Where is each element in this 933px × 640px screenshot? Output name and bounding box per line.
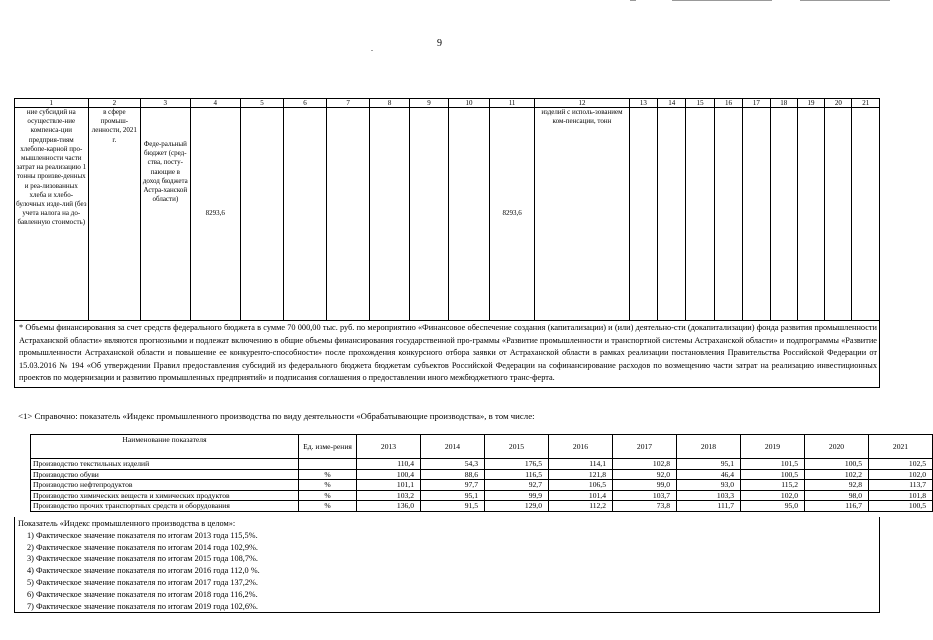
indicator-name: Производство текстильных изделий [31,459,299,470]
indicator-value: 99,9 [485,490,549,501]
header-cell: 18 [770,99,797,108]
summary-item: 5) Фактическое значение показателя по итогам 2017 года 137,2%. [27,577,258,587]
indicator-name: Производство обуви [31,469,299,480]
indicator-value: 101,8 [869,490,933,501]
reference-caption: <1> Справочно: показатель «Индекс промышленного производства по виду деятельности «Обрабатывающие производства», в том числе: [18,411,535,421]
indicator-value: 103,2 [357,490,421,501]
empty-cell [686,108,714,321]
indicator-value: 101,5 [741,459,805,470]
indicator-value: 88,6 [421,469,485,480]
indicator-value: 116,7 [805,501,869,512]
indicator-value: 97,7 [421,480,485,491]
column-header-year: 2015 [485,435,549,459]
indicator-value: 46,4 [677,469,741,480]
indicator-unit [299,459,357,470]
summary-item: 2) Фактическое значение показателя по итогам 2014 года 102,9%. [27,542,258,552]
indicator-unit: % [299,490,357,501]
indicator-row [31,501,933,512]
indicator-value: 113,7 [869,480,933,491]
indicator-value: 112,2 [549,501,613,512]
header-cell: 21 [852,99,880,108]
indicator-name: Производство нефтепродуктов [31,480,299,491]
column-header-year: 2018 [677,435,741,459]
column-header-year: 2020 [805,435,869,459]
main-table [14,98,880,388]
header-cell: 15 [686,99,714,108]
funding-source-cell [141,108,190,321]
header-cell: 11 [489,99,534,108]
column-header-year: 2019 [741,435,805,459]
page-number: 9 [437,38,442,49]
summary-block [18,518,260,612]
indicator-header-row [31,435,933,459]
summary-title: Показатель «Индекс промышленного производства в целом»: [18,519,236,528]
header-cell: 20 [825,99,852,108]
empty-cell [770,108,797,321]
indicator-value: 103,3 [677,490,741,501]
indicator-value: 73,8 [613,501,677,512]
column-header-year: 2016 [549,435,613,459]
indicator-value: 114,1 [549,459,613,470]
indicator-body [31,459,933,512]
top-edge-line [800,0,890,1]
indicator-value: 102,0 [741,490,805,501]
header-cell: 7 [327,99,370,108]
indicator-row [31,480,933,491]
header-cell: 8 [370,99,410,108]
summary-item: 1) Фактическое значение показателя по итогам 2013 года 115,5%. [27,530,258,540]
column-header-year: 2021 [869,435,933,459]
header-cell: 19 [797,99,824,108]
funding-source-text: Феде-ральный бюджет (сред-ства, посту-пающие в доход бюджета Астра-ханской области) [142,140,188,204]
empty-cell [370,108,410,321]
summary-item: 7) Фактическое значение показателя по итогам 2019 года 102,6%. [27,601,258,611]
indicator-name: Производство химических веществ и химических продуктов [31,490,299,501]
indicator-value: 101,4 [549,490,613,501]
indicator-value: 95,1 [421,490,485,501]
header-cell: 1 [15,99,89,108]
indicator-value: 102,2 [805,469,869,480]
indicator-value: 101,1 [357,480,421,491]
column-header-year: 2017 [613,435,677,459]
indicator-value: 100,5 [741,469,805,480]
empty-cell [284,108,327,321]
indicator-value: 111,7 [677,501,741,512]
frame-right [879,517,880,613]
header-cell: 2 [88,99,141,108]
indicator-value: 121,8 [549,469,613,480]
header-cell: 16 [714,99,742,108]
header-number-row [15,99,880,108]
indicator-value: 116,5 [485,469,549,480]
indicator-value: 110,4 [357,459,421,470]
indicator-value: 93,0 [677,480,741,491]
indicator-value: 106,5 [549,480,613,491]
note-row [15,321,880,388]
header-cell: 13 [629,99,657,108]
column-header-unit: Ед. изме-рения [299,435,357,459]
header-cell: 3 [141,99,190,108]
empty-cell [743,108,770,321]
indicator-value: 102,8 [613,459,677,470]
indicator-name: Производство прочих транспортных средств и оборудования [31,501,299,512]
header-cell: 4 [190,99,240,108]
empty-cell [410,108,449,321]
header-cell: 5 [240,99,283,108]
column-header-year: 2014 [421,435,485,459]
empty-cell [825,108,852,321]
summary-item: 4) Фактическое значение показателя по итогам 2016 года 112,0 %. [27,566,260,576]
measure-name-cell: ние субсидий на осуществле-ние компенса-ции предприя-тиям хлебопе-карной про-мышленности части затрат на реализацию 1 тонны произве-денных и реа-лизованных хлеба и хлебо-булочных изде-лий (без учета налога на до-бавленную стоимость) [15,108,89,321]
indicator-value: 102,0 [869,469,933,480]
column-header-year: 2013 [357,435,421,459]
indicator-value: 103,7 [613,490,677,501]
empty-cell [714,108,742,321]
empty-cell [448,108,489,321]
empty-cell [797,108,824,321]
indicator-value: 129,0 [485,501,549,512]
scope-year-cell: в сфере промыш-ленности, 2021 г. [88,108,141,321]
indicator-row [31,490,933,501]
empty-cell [240,108,283,321]
indicator-value: 95,0 [741,501,805,512]
empty-cell [327,108,370,321]
top-edge-line [672,0,772,1]
indicator-unit: % [299,480,357,491]
indicator-row [31,469,933,480]
indicator-table [30,434,933,512]
indicator-value: 98,0 [805,490,869,501]
empty-cell [629,108,657,321]
financing-footnote: * Объемы финансирования за счет средств федерального бюджета в сумме 70 000,00 тыс. руб. по мероприятию «Финансовое обеспечение создания (капитализации) и (или) деятельно-сти (докапитализации) фонда развития промышленности Астраханской области» являются прогнозными и подлежат включению в общие объемы финансирования государственной про-граммы «Развитие промышленности и транспортной системы Астраханской области» и подпрограммы «Развитие промышленности Астраханской области и повышение ее конкуренто-способности» после прохождения конкурсного отбора заявки от Астраханской области в рамках реализации постановления Правительства Российской Федерации от 15.03.2016 № 194 «Об утверждении Правил предоставления субсидий из федерального бюджета бюджетам субъектов Российской Федерации на софинансирование расходов по возмещению части затрат на реализацию инвестиционных проектов по модернизации и развитию промышленных предприятий» и подписания соглашения о предоставлении иного межбюджетного транс-ферта. [15,321,880,388]
header-cell: 12 [535,99,630,108]
top-edge-line [630,0,636,1]
indicator-value: 100,5 [869,501,933,512]
indicator-value: 176,5 [485,459,549,470]
empty-cell [658,108,686,321]
header-cell: 9 [410,99,449,108]
indicator-value: 102,5 [869,459,933,470]
indicator-value: 54,3 [421,459,485,470]
total-amount-cell: 8293,6 [190,108,240,321]
indicator-row [31,459,933,470]
summary-item: 3) Фактическое значение показателя по итогам 2015 года 108,7%. [27,554,258,564]
measure-row [15,108,880,321]
year-amount-cell: 8293,6 [489,108,534,321]
indicator-value: 92,0 [613,469,677,480]
indicator-value: 100,4 [357,469,421,480]
indicator-value: 99,0 [613,480,677,491]
indicator-cell: изделий с исполь-зованием ком-пенсации, тонн [535,108,630,321]
indicator-value: 91,5 [421,501,485,512]
header-cell: 14 [658,99,686,108]
indicator-value: 95,1 [677,459,741,470]
indicator-value: 92,7 [485,480,549,491]
summary-item: 6) Фактическое значение показателя по итогам 2018 года 116,2%. [27,589,258,599]
indicator-unit: % [299,469,357,480]
indicator-value: 136,0 [357,501,421,512]
column-header-name: Наименование показателя [31,435,299,459]
indicator-value: 92,8 [805,480,869,491]
header-cell: 17 [743,99,770,108]
header-cell: 6 [284,99,327,108]
indicator-value: 100,5 [805,459,869,470]
frame-left [14,517,15,613]
empty-cell [852,108,880,321]
header-cell: 10 [448,99,489,108]
indicator-value: 115,2 [741,480,805,491]
stray-mark: . [371,44,373,53]
indicator-unit: % [299,501,357,512]
